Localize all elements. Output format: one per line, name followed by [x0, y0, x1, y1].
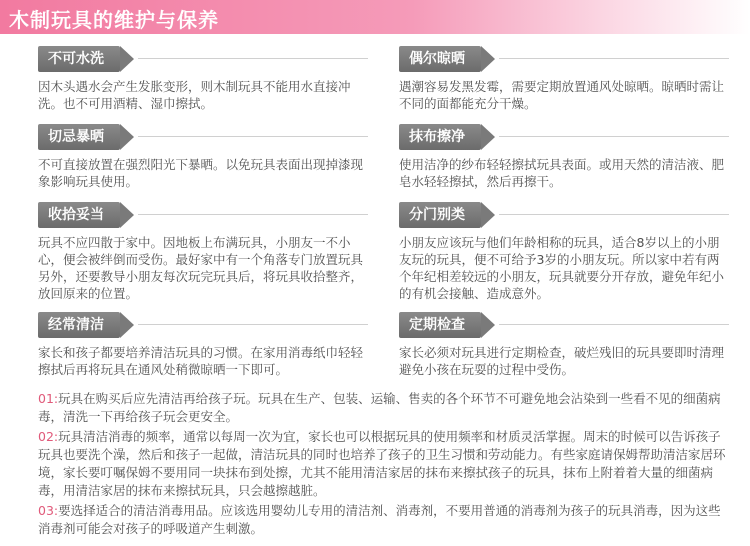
header-banner	[0, 0, 750, 34]
note-text: 玩具清洁消毒的频率，通常以每周一次为宜，家长也可以根据玩具的使用频率和材质灵活掌握。周末的时候可以告诉孩子玩具也要洗个澡，然后和孩子一起做，清洁玩具的同时也培养了孩子的卫生习惯和劳动能力。有些家庭请保姆帮助清洁家居环境，家长要叮嘱保姆不要用同一块抹布到处擦，尤其不能用清洁家居的抹布来擦拭孩子的玩具，抹布上附着着大量的细菌病毒，用清洁家居的抹布来擦拭玩具，只会越擦越脏。	[38, 429, 726, 498]
page-title: 木制玩具的维护与保养	[9, 8, 219, 32]
card-clean-often	[38, 312, 368, 378]
card-text: 玩具不应四散于家中。因地板上布满玩具，小朋友一不小心，便会被绊倒而受伤。最好家中有一个角落专门放置玩具另外，还要教导小朋友每次玩完玩具后，将玩具收拾整齐，放回原来的位置。	[38, 235, 364, 301]
card-text: 小朋友应该玩与他们年龄相称的玩具，适合8岁以上的小朋友玩的玩具，便不可给予3岁的小朋友玩。所以家中若有两个年纪相差较远的小朋友，玩具就要分开存放，避免年纪小的有机会接触、造成意外。	[399, 235, 725, 301]
note-text: 要选择适合的清洁消毒用品。应该选用婴幼儿专用的清洁剂、消毒剂，不要用普通的消毒剂为孩子的玩具消毒，因为这些消毒剂可能会对孩子的呼吸道产生刺激。	[38, 503, 721, 536]
note-item	[38, 390, 728, 426]
note-item	[38, 428, 728, 500]
card-no-washing	[38, 46, 368, 112]
divider	[499, 58, 729, 59]
card-title: 分门别类	[399, 202, 481, 228]
note-number: 02:	[38, 429, 59, 444]
note-item	[38, 502, 728, 538]
note-number: 01:	[38, 391, 59, 406]
divider	[138, 58, 368, 59]
card-sort-by-age	[399, 202, 729, 302]
card-title: 收拾妥当	[38, 202, 120, 228]
card-title: 经常清洁	[38, 312, 120, 338]
card-wipe-clean	[399, 124, 729, 190]
card-text: 家长和孩子都要培养清洁玩具的习惯。在家用消毒纸巾轻轻擦拭后再将玩具在通风处稍微晾晒一下即可。	[38, 345, 364, 377]
card-title: 抹布擦净	[399, 124, 481, 150]
card-text: 家长必须对玩具进行定期检查，破烂残旧的玩具要即时清理避免小孩在玩耍的过程中受伤。	[399, 345, 725, 377]
card-title: 切忌暴晒	[38, 124, 120, 150]
notes-section	[38, 390, 728, 540]
note-number: 03:	[38, 503, 59, 518]
card-tidy-up	[38, 202, 368, 302]
card-text: 不可直接放置在强烈阳光下暴晒。以免玩具表面出现掉漆现象影响玩具使用。	[38, 157, 364, 189]
card-text: 因木头遇水会产生发胀变形，则木制玩具不能用水直接冲洗。也不可用酒精、湿巾擦拭。	[38, 79, 351, 111]
card-avoid-sun	[38, 124, 368, 190]
divider	[499, 136, 729, 137]
card-text: 使用洁净的纱布轻轻擦拭玩具表面。或用天然的清洁液、肥皂水轻轻擦拭，然后再擦干。	[399, 157, 725, 189]
card-regular-check	[399, 312, 729, 378]
divider	[499, 324, 729, 325]
card-text: 遇潮容易发黑发霉，需要定期放置通风处晾晒。晾晒时需让不同的面都能充分干燥。	[399, 79, 725, 111]
note-text: 玩具在购买后应先清洁再给孩子玩。玩具在生产、包装、运输、售卖的各个环节不可避免地会沾染到一些看不见的细菌病毒，清洗一下再给孩子玩会更安全。	[38, 391, 721, 424]
card-title: 定期检查	[399, 312, 481, 338]
card-occasional-airing	[399, 46, 729, 112]
card-title: 偶尔晾晒	[399, 46, 481, 72]
divider	[138, 214, 368, 215]
divider	[499, 214, 729, 215]
divider	[138, 136, 368, 137]
card-title: 不可水洗	[38, 46, 120, 72]
divider	[138, 324, 368, 325]
